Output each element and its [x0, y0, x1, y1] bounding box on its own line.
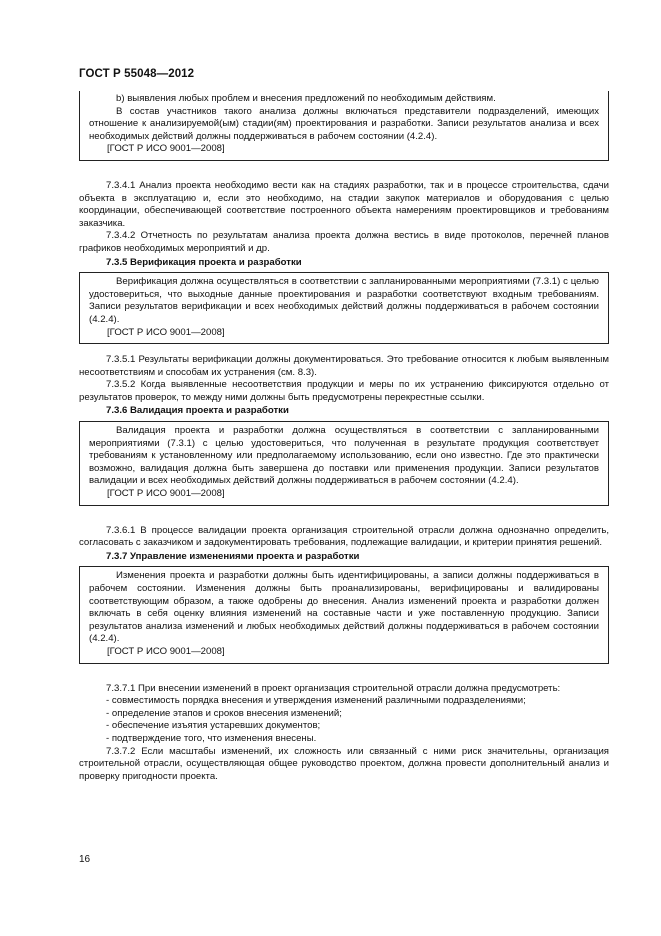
box-text: Верификация должна осуществляться в соответствии с запланированными мероприятиями (7.3.1) с целью удостовериться, что выходные данные проектирования и разработки соответствуют входным требованиям. Записи результатов верификации и всех необходимых действий должны поддерживаться в рабочем состоянии (4.2.4). [89, 276, 599, 325]
paragraph-7-3-4-1: 7.3.4.1 Анализ проекта необходимо вести как на стадиях разработки, так и в процессе строительства, сдачи объекта в эксплуатацию и, если это необходимо, на стадии закупок материалов и оборудования с целью координации, обеспечивающей соответствие построенного объекта намерениям проектировщиков и требованиям заказчика. [79, 179, 609, 229]
box-text: Валидация проекта и разработки должна осуществляться в соответствии с запланированными мероприятиями (7.3.1) с целью удостовериться, что полученная в результате продукция соответствует требованиям к установленному или предполагаемому использованию, если оно известно. Где это практически возможно, валидация должна быть завершена до поставки или применения продукции. Записи результатов валидации и всех необходимых действий должны поддерживаться в рабочем состоянии (4.2.4). [89, 425, 599, 487]
quote-box-verification [79, 272, 609, 344]
section-heading-7-3-7: 7.3.7 Управление изменениями проекта и разработки [106, 550, 360, 562]
box-line: b) выявления любых проблем и внесения предложений по необходимым действиям. [116, 93, 496, 104]
paragraph-7-3-5-1: 7.3.5.1 Результаты верификации должны документироваться. Это требование относится к любым выявленным несоответствиям и способам их устранения (см. 8.3). [79, 354, 609, 378]
paragraph-7-3-4-2: 7.3.4.2 Отчетность по результатам анализа проекта должна вестись в виде протоколов, перечней планов графиков необходимых мероприятий и др. [79, 230, 609, 254]
document-header: ГОСТ Р 55048—2012 [79, 68, 195, 80]
list-item: - определение этапов и сроков внесения изменений; [106, 707, 342, 719]
standard-reference: [ГОСТ Р ИСО 9001—2008] [107, 143, 225, 155]
section-heading-7-3-6: 7.3.6 Валидация проекта и разработки [106, 405, 289, 417]
box-text: Изменения проекта и разработки должны быть идентифицированы, а записи должны поддерживаться в рабочем состоянии. Изменения должны быть проанализированы, верифицированы и валидированы соответствующим образом, а также одобрены до внесения. Анализ изменений проекта и разработки должен включать в себя оценку влияния изменений на составные части и уже поставленную продукцию. Записи результатов анализа изменений и любых необходимых действий должны поддерживаться в рабочем состоянии (4.2.4). [89, 570, 599, 645]
section-heading-7-3-5: 7.3.5 Верификация проекта и разработки [106, 256, 302, 268]
page-content [79, 91, 609, 783]
page-number: 16 [79, 854, 91, 865]
standard-reference: [ГОСТ Р ИСО 9001—2008] [107, 488, 225, 500]
list-item: - подтверждение того, что изменения внесены. [106, 732, 317, 744]
standard-reference: [ГОСТ Р ИСО 9001—2008] [107, 645, 225, 657]
list-item: - обеспечение изъятия устаревших документов; [106, 720, 321, 732]
quote-box-changes [79, 566, 609, 663]
quote-box-validation [79, 421, 609, 506]
paragraph-7-3-7-1: 7.3.7.1 При внесении изменений в проект организация строительной отрасли должна предусмотреть: [106, 682, 561, 694]
quote-box-review [79, 91, 609, 161]
list-item: - совместимость порядка внесения и утверждения изменений различными подразделениями; [106, 695, 526, 707]
standard-reference: [ГОСТ Р ИСО 9001—2008] [107, 326, 225, 338]
paragraph-7-3-5-2: 7.3.5.2 Когда выявленные несоответствия продукции и меры по их устранению фиксируются отдельно от результатов проверок, то между ними должны быть предусмотрены перекрестные ссылки. [79, 379, 609, 403]
paragraph-7-3-7-2: 7.3.7.2 Если масштабы изменений, их сложность или связанный с ними риск значительны, организация строительной отрасли, осуществляющая общее руководство проектом, должна провести дополнительный анализ и проверку пригодности проекта. [79, 745, 609, 782]
paragraph-7-3-6-1: 7.3.6.1 В процессе валидации проекта организация строительной отрасли должна однозначно определить, согласовать с заказчиком и задокументировать требования, подлежащие валидации, и критерии принятия решений. [79, 524, 609, 549]
box-line: В состав участников такого анализа должны включаться представители подразделений, имеющих отношение к анализируемой(ым) стадии(ям) проектирования и разработки. Записи результатов анализа и всех необходимых действий должны поддерживаться в рабочем состоянии (4.2.4). [89, 105, 599, 142]
